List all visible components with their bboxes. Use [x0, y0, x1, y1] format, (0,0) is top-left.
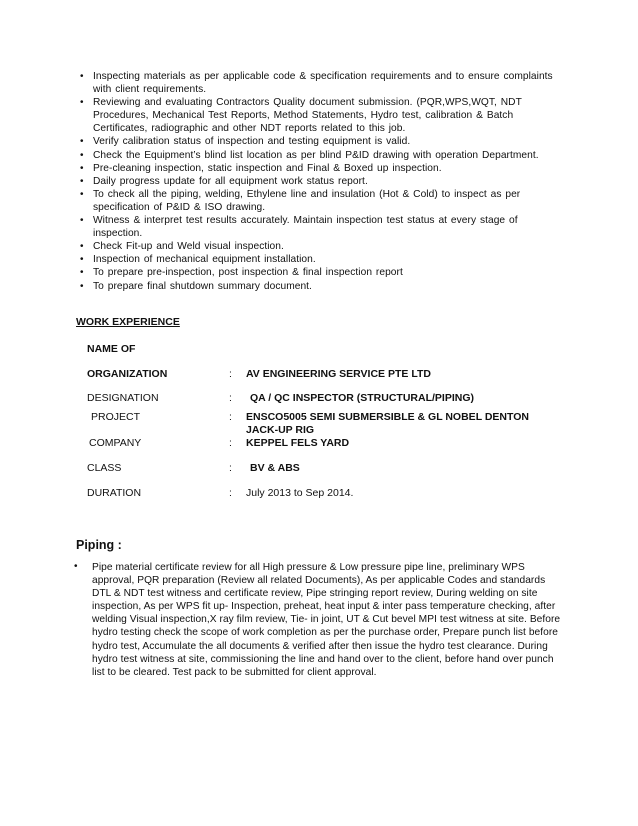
colon: : [229, 437, 232, 449]
duration-label: DURATION [87, 487, 142, 499]
organization-value: AV ENGINEERING SERVICE PTE LTD [246, 368, 431, 380]
list-item: • Pre-cleaning inspection, static inspection and Final & Boxed up inspection. [76, 162, 556, 175]
company-label: COMPANY [89, 437, 142, 449]
colon: : [229, 487, 232, 499]
list-item: • To prepare pre-inspection, post inspection & final inspection report [76, 266, 556, 279]
piping-paragraph: Pipe material certificate review for all High pressure & Low pressure pipe line, preliminary WPS approval, PQR preparation (Review all related Documents), As per applicable Codes and standards DTL & NDT test witness and certificate review, Pipe stringing report review, During welding on site inspection, As per WPS fit up- Inspection, preheat, heat input & inter pass temperature checking, after welding Visual inspection,X ray film review, Tie- in joint, UT & Cut bevel MPI test witness at site. Before hydro testing check the scope of work completion as per the purchase order, Prepare punch list before hydro test, Accumulate the all documents & verified after then issue the hydro test clearance. During hydro test witness at site, commissioning the line and hand over to the client, before hand over punch list to be cleared. Test pack to be submitted for client approval. [92, 562, 561, 678]
list-item: • Reviewing and evaluating Contractors Quality document submission. (PQR,WPS,WQT, NDT Procedures, Mechanical Test Reports, Method Statements, Hydro test, calibration & Batch Certificates, radiographic and other NDT reports related to this job. [76, 96, 556, 135]
designation-value: QA / QC INSPECTOR (STRUCTURAL/PIPING) [250, 392, 475, 404]
list-item: • Inspection of mechanical equipment installation. [76, 253, 556, 266]
piping-heading: Piping : [76, 538, 122, 552]
list-item: • Daily progress update for all equipment work status report. [76, 175, 556, 188]
name-of-label: NAME OF [87, 343, 136, 355]
list-item: • Verify calibration status of inspection and testing equipment is valid. [76, 135, 556, 148]
colon: : [229, 368, 232, 380]
class-value: BV & ABS [250, 462, 300, 474]
project-label: PROJECT [91, 411, 141, 423]
designation-label: DESIGNATION [87, 392, 159, 404]
responsibilities-list [76, 70, 556, 293]
list-item: • Check the Equipment’s blind list location as per blind P&ID drawing with operation Department. [76, 149, 556, 162]
work-experience-heading: WORK EXPERIENCE [76, 316, 180, 328]
list-item: • Inspecting materials as per applicable code & specification requirements and to ensure complaints with client requirements. [76, 70, 556, 96]
list-item: • To prepare final shutdown summary document. [76, 280, 556, 293]
colon: : [229, 411, 232, 423]
duration-value: July 2013 to Sep 2014. [246, 487, 354, 499]
list-item: • Check Fit-up and Weld visual inspection. [76, 240, 556, 253]
bullet-icon: • [74, 561, 78, 572]
class-label: CLASS [87, 462, 122, 474]
organization-label: ORGANIZATION [87, 368, 168, 380]
list-item: • Witness & interpret test results accurately. Maintain inspection test status at every stage of inspection. [76, 214, 556, 240]
company-value: KEPPEL FELS YARD [246, 437, 350, 449]
project-value: ENSCO5005 SEMI SUBMERSIBLE & GL NOBEL DENTON JACK-UP RIG [246, 411, 529, 436]
colon: : [229, 462, 232, 474]
list-item: • To check all the piping, welding, Ethylene line and insulation (Hot & Cold) to inspect as per specification of P&ID & ISO drawing. [76, 188, 556, 214]
colon: : [229, 392, 232, 404]
